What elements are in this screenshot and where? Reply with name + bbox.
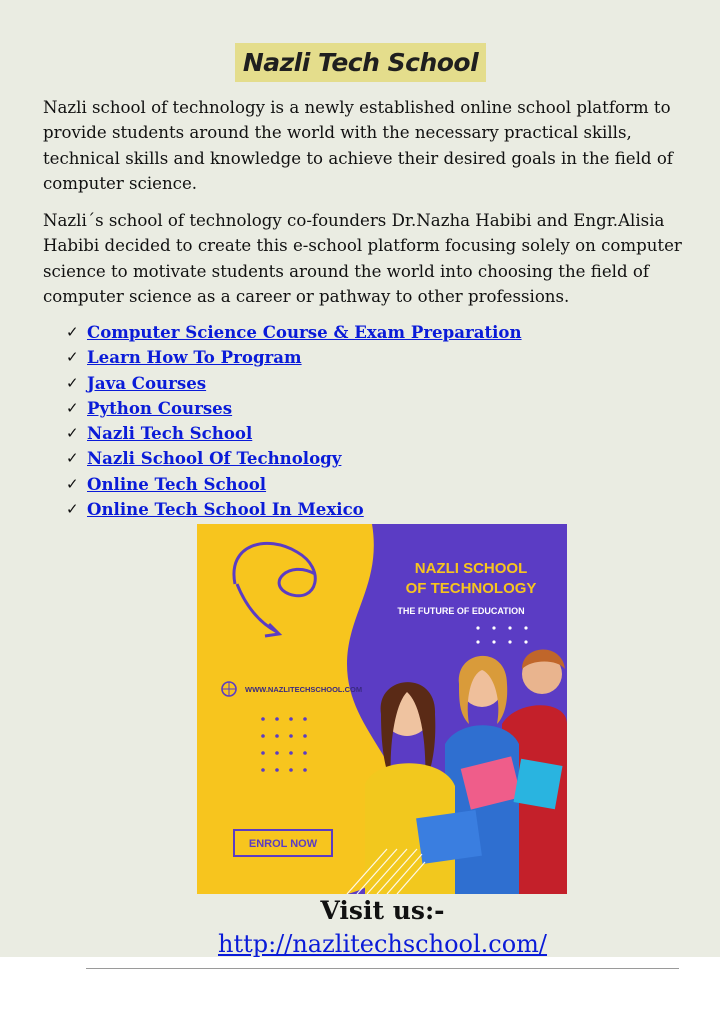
promo-heading-line1: NAZLI SCHOOL — [414, 560, 528, 577]
promo-tagline: THE FUTURE OF EDUCATION — [397, 606, 525, 616]
check-icon: ✓ — [66, 398, 79, 417]
enrol-now-button[interactable]: ENROL NOW — [248, 838, 318, 850]
list-item — [66, 320, 522, 345]
website-link[interactable]: http://nazlitechschool.com/ — [217, 930, 548, 958]
intro-paragraph-1: Nazli school of technology is a newly established online school platform to provide students around the world with the necessary practical skills, technical skills and knowledge to achieve their desired goals in the field of computer science. — [43, 98, 673, 193]
list-item — [66, 371, 522, 396]
visit-label: Visit us:- — [320, 896, 445, 925]
link-nazli-tech-school[interactable]: Nazli Tech School — [87, 423, 253, 444]
check-icon: ✓ — [66, 373, 79, 392]
page-title: Nazli Tech School — [242, 48, 479, 77]
list-item — [66, 446, 522, 471]
blue-notebook-right — [513, 759, 562, 810]
blue-notebook-left — [416, 810, 482, 864]
intro-paragraph-2: Nazli´s school of technology co-founders Dr.Nazha Habibi and Engr.Alisia Habibi decided to create this e-school platform focusing solely on computer science to motivate students around the world into choosing the field of computer science as a career or pathway to other professions. — [43, 211, 682, 306]
students-illustration — [365, 649, 567, 894]
check-icon: ✓ — [66, 424, 79, 443]
promo-image[interactable] — [197, 524, 567, 894]
list-item — [66, 345, 522, 370]
check-icon: ✓ — [66, 348, 79, 367]
promo-heading-line2: OF TECHNOLOGY — [405, 580, 537, 597]
check-icon: ✓ — [66, 323, 79, 341]
link-python-courses[interactable]: Python Courses — [87, 397, 233, 418]
list-item — [66, 497, 522, 522]
list-item — [66, 396, 522, 421]
link-nazli-school-of-technology[interactable]: Nazli School Of Technology — [87, 448, 342, 469]
check-icon: ✓ — [66, 474, 79, 493]
footer-divider — [86, 968, 679, 969]
list-item — [66, 472, 522, 497]
link-java-courses[interactable]: Java Courses — [87, 372, 207, 393]
link-online-tech-school[interactable]: Online Tech School — [87, 473, 267, 494]
student-middle-shirt — [445, 725, 519, 894]
check-icon: ✓ — [66, 449, 79, 468]
link-learn-how-to-program[interactable]: Learn How To Program — [87, 347, 302, 368]
title-banner — [235, 43, 486, 82]
check-icon: ✓ — [66, 500, 79, 519]
link-list — [66, 320, 522, 522]
link-online-tech-school-mexico[interactable]: Online Tech School In Mexico — [87, 499, 364, 520]
list-item — [66, 421, 522, 446]
link-computer-science-course[interactable]: Computer Science Course & Exam Preparation — [87, 322, 522, 342]
promo-website: WWW.NAZLITECHSCHOOL.COM — [245, 685, 363, 694]
